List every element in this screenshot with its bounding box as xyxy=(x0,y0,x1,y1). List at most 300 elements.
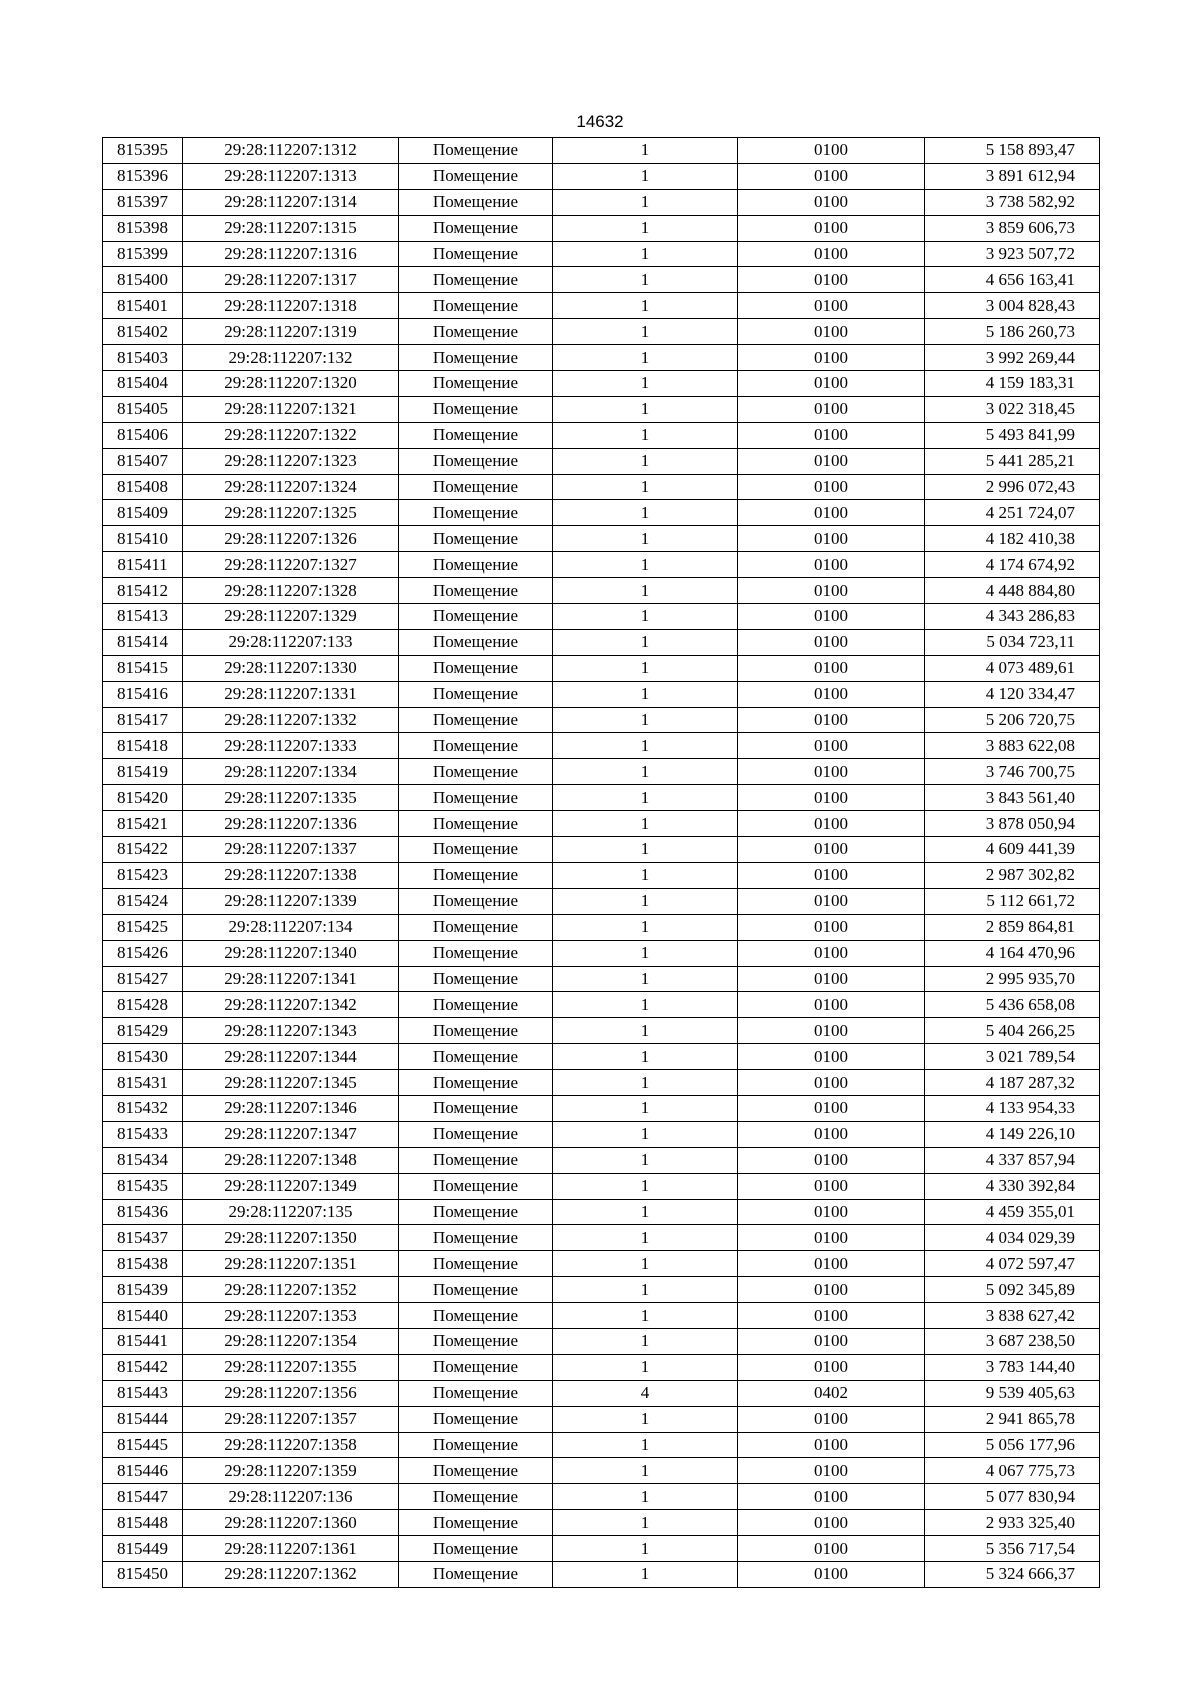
subgroup-code-cell: 0100 xyxy=(738,655,925,681)
cadastral-number-cell: 29:28:112207:1351 xyxy=(183,1251,399,1277)
cadastral-number-cell: 29:28:112207:1313 xyxy=(183,163,399,189)
cadastral-value-cell: 3 838 627,42 xyxy=(925,1303,1100,1329)
table-row xyxy=(103,371,1100,397)
cadastral-value-cell: 4 034 029,39 xyxy=(925,1225,1100,1251)
object-type-cell: Помещение xyxy=(399,422,553,448)
object-type-cell: Помещение xyxy=(399,1018,553,1044)
subgroup-code-cell: 0100 xyxy=(738,267,925,293)
cadastral-number-cell: 29:28:112207:1336 xyxy=(183,811,399,837)
subgroup-code-cell: 0100 xyxy=(738,319,925,345)
cadastral-value-cell: 3 004 828,43 xyxy=(925,293,1100,319)
record-number-cell: 815450 xyxy=(103,1561,183,1587)
table-row xyxy=(103,707,1100,733)
group-code-cell: 1 xyxy=(553,759,738,785)
cadastral-number-cell: 29:28:112207:1326 xyxy=(183,526,399,552)
cadastral-number-cell: 29:28:112207:1355 xyxy=(183,1354,399,1380)
subgroup-code-cell: 0100 xyxy=(738,1199,925,1225)
subgroup-code-cell: 0100 xyxy=(738,1354,925,1380)
record-number-cell: 815424 xyxy=(103,888,183,914)
cadastral-number-cell: 29:28:112207:1317 xyxy=(183,267,399,293)
group-code-cell: 1 xyxy=(553,422,738,448)
group-code-cell: 1 xyxy=(553,1303,738,1329)
object-type-cell: Помещение xyxy=(399,189,553,215)
object-type-cell: Помещение xyxy=(399,500,553,526)
record-number-cell: 815406 xyxy=(103,422,183,448)
subgroup-code-cell: 0100 xyxy=(738,1510,925,1536)
record-number-cell: 815442 xyxy=(103,1354,183,1380)
record-number-cell: 815416 xyxy=(103,681,183,707)
table-row xyxy=(103,681,1100,707)
object-type-cell: Помещение xyxy=(399,1277,553,1303)
cadastral-value-cell: 5 356 717,54 xyxy=(925,1536,1100,1562)
object-type-cell: Помещение xyxy=(399,1561,553,1587)
record-number-cell: 815427 xyxy=(103,966,183,992)
cadastral-number-cell: 29:28:112207:1324 xyxy=(183,474,399,500)
cadastral-value-cell: 5 436 658,08 xyxy=(925,992,1100,1018)
cadastral-number-cell: 29:28:112207:1349 xyxy=(183,1173,399,1199)
subgroup-code-cell: 0100 xyxy=(738,163,925,189)
object-type-cell: Помещение xyxy=(399,1199,553,1225)
record-number-cell: 815439 xyxy=(103,1277,183,1303)
subgroup-code-cell: 0100 xyxy=(738,422,925,448)
table-row xyxy=(103,837,1100,863)
table-row xyxy=(103,1380,1100,1406)
cadastral-value-cell: 4 164 470,96 xyxy=(925,940,1100,966)
cadastral-value-cell: 3 783 144,40 xyxy=(925,1354,1100,1380)
object-type-cell: Помещение xyxy=(399,966,553,992)
record-number-cell: 815445 xyxy=(103,1432,183,1458)
object-type-cell: Помещение xyxy=(399,707,553,733)
cadastral-number-cell: 29:28:112207:1345 xyxy=(183,1070,399,1096)
group-code-cell: 1 xyxy=(553,888,738,914)
subgroup-code-cell: 0100 xyxy=(738,1561,925,1587)
record-number-cell: 815421 xyxy=(103,811,183,837)
object-type-cell: Помещение xyxy=(399,371,553,397)
record-number-cell: 815405 xyxy=(103,396,183,422)
group-code-cell: 1 xyxy=(553,319,738,345)
table-row xyxy=(103,1147,1100,1173)
cadastral-number-cell: 29:28:112207:1323 xyxy=(183,448,399,474)
table-row xyxy=(103,396,1100,422)
table-row xyxy=(103,888,1100,914)
record-number-cell: 815397 xyxy=(103,189,183,215)
table-row xyxy=(103,940,1100,966)
table-row xyxy=(103,1251,1100,1277)
record-number-cell: 815449 xyxy=(103,1536,183,1562)
cadastral-value-cell: 2 995 935,70 xyxy=(925,966,1100,992)
object-type-cell: Помещение xyxy=(399,1121,553,1147)
subgroup-code-cell: 0100 xyxy=(738,578,925,604)
cadastral-value-cell: 4 337 857,94 xyxy=(925,1147,1100,1173)
table-row xyxy=(103,733,1100,759)
cadastral-number-cell: 29:28:112207:1318 xyxy=(183,293,399,319)
group-code-cell: 1 xyxy=(553,1121,738,1147)
record-number-cell: 815403 xyxy=(103,345,183,371)
subgroup-code-cell: 0100 xyxy=(738,526,925,552)
cadastral-value-cell: 4 149 226,10 xyxy=(925,1121,1100,1147)
table-row xyxy=(103,1458,1100,1484)
cadastral-value-cell: 5 324 666,37 xyxy=(925,1561,1100,1587)
object-type-cell: Помещение xyxy=(399,629,553,655)
record-number-cell: 815417 xyxy=(103,707,183,733)
table-row xyxy=(103,1328,1100,1354)
subgroup-code-cell: 0100 xyxy=(738,371,925,397)
group-code-cell: 1 xyxy=(553,1018,738,1044)
subgroup-code-cell: 0100 xyxy=(738,1458,925,1484)
cadastral-value-cell: 3 891 612,94 xyxy=(925,163,1100,189)
subgroup-code-cell: 0100 xyxy=(738,215,925,241)
record-number-cell: 815399 xyxy=(103,241,183,267)
object-type-cell: Помещение xyxy=(399,862,553,888)
cadastral-number-cell: 29:28:112207:1340 xyxy=(183,940,399,966)
cadastral-number-cell: 29:28:112207:1337 xyxy=(183,837,399,863)
object-type-cell: Помещение xyxy=(399,1044,553,1070)
cadastral-number-cell: 29:28:112207:1316 xyxy=(183,241,399,267)
subgroup-code-cell: 0100 xyxy=(738,500,925,526)
table-row xyxy=(103,500,1100,526)
object-type-cell: Помещение xyxy=(399,1536,553,1562)
group-code-cell: 1 xyxy=(553,966,738,992)
group-code-cell: 1 xyxy=(553,733,738,759)
cadastral-number-cell: 29:28:112207:135 xyxy=(183,1199,399,1225)
table-row xyxy=(103,241,1100,267)
record-number-cell: 815402 xyxy=(103,319,183,345)
table-row xyxy=(103,189,1100,215)
cadastral-number-cell: 29:28:112207:1338 xyxy=(183,862,399,888)
table-row xyxy=(103,1303,1100,1329)
cadastral-number-cell: 29:28:112207:1343 xyxy=(183,1018,399,1044)
object-type-cell: Помещение xyxy=(399,1147,553,1173)
group-code-cell: 1 xyxy=(553,138,738,164)
object-type-cell: Помещение xyxy=(399,1458,553,1484)
cadastral-value-cell: 5 404 266,25 xyxy=(925,1018,1100,1044)
group-code-cell: 1 xyxy=(553,629,738,655)
record-number-cell: 815423 xyxy=(103,862,183,888)
cadastral-value-cell: 4 448 884,80 xyxy=(925,578,1100,604)
cadastral-number-cell: 29:28:112207:1344 xyxy=(183,1044,399,1070)
subgroup-code-cell: 0100 xyxy=(738,1095,925,1121)
cadastral-value-cell: 2 987 302,82 xyxy=(925,862,1100,888)
subgroup-code-cell: 0100 xyxy=(738,992,925,1018)
cadastral-number-cell: 29:28:112207:1328 xyxy=(183,578,399,604)
cadastral-number-cell: 29:28:112207:1360 xyxy=(183,1510,399,1536)
cadastral-value-cell: 4 133 954,33 xyxy=(925,1095,1100,1121)
cadastral-number-cell: 29:28:112207:133 xyxy=(183,629,399,655)
table-row xyxy=(103,1484,1100,1510)
object-type-cell: Помещение xyxy=(399,811,553,837)
table-row xyxy=(103,267,1100,293)
group-code-cell: 1 xyxy=(553,293,738,319)
record-number-cell: 815435 xyxy=(103,1173,183,1199)
object-type-cell: Помещение xyxy=(399,785,553,811)
cadastral-number-cell: 29:28:112207:1325 xyxy=(183,500,399,526)
object-type-cell: Помещение xyxy=(399,604,553,630)
table-row xyxy=(103,1070,1100,1096)
record-number-cell: 815401 xyxy=(103,293,183,319)
object-type-cell: Помещение xyxy=(399,888,553,914)
object-type-cell: Помещение xyxy=(399,1225,553,1251)
cadastral-number-cell: 29:28:112207:1330 xyxy=(183,655,399,681)
subgroup-code-cell: 0100 xyxy=(738,1536,925,1562)
object-type-cell: Помещение xyxy=(399,1095,553,1121)
table-row xyxy=(103,811,1100,837)
object-type-cell: Помещение xyxy=(399,1070,553,1096)
cadastral-value-cell: 3 843 561,40 xyxy=(925,785,1100,811)
record-number-cell: 815425 xyxy=(103,914,183,940)
cadastral-number-cell: 29:28:112207:1339 xyxy=(183,888,399,914)
object-type-cell: Помещение xyxy=(399,1354,553,1380)
table-row xyxy=(103,1199,1100,1225)
cadastral-value-cell: 5 441 285,21 xyxy=(925,448,1100,474)
record-number-cell: 815426 xyxy=(103,940,183,966)
record-number-cell: 815396 xyxy=(103,163,183,189)
cadastral-value-cell: 5 034 723,11 xyxy=(925,629,1100,655)
group-code-cell: 1 xyxy=(553,552,738,578)
subgroup-code-cell: 0100 xyxy=(738,396,925,422)
subgroup-code-cell: 0100 xyxy=(738,733,925,759)
object-type-cell: Помещение xyxy=(399,1510,553,1536)
group-code-cell: 1 xyxy=(553,578,738,604)
subgroup-code-cell: 0100 xyxy=(738,1147,925,1173)
subgroup-code-cell: 0100 xyxy=(738,1303,925,1329)
cadastral-number-cell: 29:28:112207:1356 xyxy=(183,1380,399,1406)
subgroup-code-cell: 0100 xyxy=(738,966,925,992)
group-code-cell: 1 xyxy=(553,448,738,474)
subgroup-code-cell: 0100 xyxy=(738,681,925,707)
cadastral-number-cell: 29:28:112207:1315 xyxy=(183,215,399,241)
cadastral-value-cell: 3 883 622,08 xyxy=(925,733,1100,759)
object-type-cell: Помещение xyxy=(399,681,553,707)
table-row xyxy=(103,215,1100,241)
record-number-cell: 815433 xyxy=(103,1121,183,1147)
group-code-cell: 4 xyxy=(553,1380,738,1406)
table-row xyxy=(103,448,1100,474)
record-number-cell: 815407 xyxy=(103,448,183,474)
record-number-cell: 815431 xyxy=(103,1070,183,1096)
cadastral-value-cell: 2 996 072,43 xyxy=(925,474,1100,500)
record-number-cell: 815440 xyxy=(103,1303,183,1329)
record-number-cell: 815404 xyxy=(103,371,183,397)
object-type-cell: Помещение xyxy=(399,345,553,371)
cadastral-number-cell: 29:28:112207:136 xyxy=(183,1484,399,1510)
cadastral-value-cell: 5 112 661,72 xyxy=(925,888,1100,914)
cadastral-value-cell: 5 158 893,47 xyxy=(925,138,1100,164)
table-row xyxy=(103,345,1100,371)
table-row xyxy=(103,862,1100,888)
cadastral-value-cell: 4 330 392,84 xyxy=(925,1173,1100,1199)
object-type-cell: Помещение xyxy=(399,1251,553,1277)
cadastral-value-cell: 4 656 163,41 xyxy=(925,267,1100,293)
cadastral-value-cell: 4 343 286,83 xyxy=(925,604,1100,630)
cadastral-value-cell: 5 186 260,73 xyxy=(925,319,1100,345)
cadastral-number-cell: 29:28:112207:1321 xyxy=(183,396,399,422)
cadastral-number-cell: 29:28:112207:1358 xyxy=(183,1432,399,1458)
cadastral-value-cell: 4 182 410,38 xyxy=(925,526,1100,552)
subgroup-code-cell: 0402 xyxy=(738,1380,925,1406)
subgroup-code-cell: 0100 xyxy=(738,914,925,940)
subgroup-code-cell: 0100 xyxy=(738,604,925,630)
subgroup-code-cell: 0100 xyxy=(738,293,925,319)
table-row xyxy=(103,759,1100,785)
table-row xyxy=(103,1277,1100,1303)
object-type-cell: Помещение xyxy=(399,655,553,681)
table-row xyxy=(103,1018,1100,1044)
table-row xyxy=(103,1173,1100,1199)
record-number-cell: 815430 xyxy=(103,1044,183,1070)
cadastral-number-cell: 29:28:112207:1341 xyxy=(183,966,399,992)
cadastral-value-cell: 4 251 724,07 xyxy=(925,500,1100,526)
table-row xyxy=(103,1354,1100,1380)
group-code-cell: 1 xyxy=(553,1147,738,1173)
subgroup-code-cell: 0100 xyxy=(738,1484,925,1510)
cadastral-value-cell: 4 072 597,47 xyxy=(925,1251,1100,1277)
subgroup-code-cell: 0100 xyxy=(738,1070,925,1096)
table-row xyxy=(103,319,1100,345)
group-code-cell: 1 xyxy=(553,1095,738,1121)
group-code-cell: 1 xyxy=(553,267,738,293)
object-type-cell: Помещение xyxy=(399,1328,553,1354)
object-type-cell: Помещение xyxy=(399,138,553,164)
group-code-cell: 1 xyxy=(553,992,738,1018)
table-row xyxy=(103,914,1100,940)
object-type-cell: Помещение xyxy=(399,1173,553,1199)
subgroup-code-cell: 0100 xyxy=(738,474,925,500)
cadastral-value-cell: 3 746 700,75 xyxy=(925,759,1100,785)
object-type-cell: Помещение xyxy=(399,396,553,422)
cadastral-number-cell: 29:28:112207:1362 xyxy=(183,1561,399,1587)
subgroup-code-cell: 0100 xyxy=(738,1018,925,1044)
subgroup-code-cell: 0100 xyxy=(738,1173,925,1199)
record-number-cell: 815428 xyxy=(103,992,183,1018)
cadastral-value-cell: 5 092 345,89 xyxy=(925,1277,1100,1303)
table-row xyxy=(103,526,1100,552)
cadastral-number-cell: 29:28:112207:1353 xyxy=(183,1303,399,1329)
subgroup-code-cell: 0100 xyxy=(738,1406,925,1432)
record-number-cell: 815443 xyxy=(103,1380,183,1406)
table-row xyxy=(103,629,1100,655)
object-type-cell: Помещение xyxy=(399,837,553,863)
group-code-cell: 1 xyxy=(553,914,738,940)
cadastral-number-cell: 29:28:112207:1322 xyxy=(183,422,399,448)
group-code-cell: 1 xyxy=(553,163,738,189)
record-number-cell: 815447 xyxy=(103,1484,183,1510)
record-number-cell: 815412 xyxy=(103,578,183,604)
object-type-cell: Помещение xyxy=(399,940,553,966)
cadastral-value-cell: 4 459 355,01 xyxy=(925,1199,1100,1225)
table-row xyxy=(103,966,1100,992)
cadastral-value-cell: 2 859 864,81 xyxy=(925,914,1100,940)
group-code-cell: 1 xyxy=(553,371,738,397)
group-code-cell: 1 xyxy=(553,1044,738,1070)
subgroup-code-cell: 0100 xyxy=(738,1251,925,1277)
cadastral-number-cell: 29:28:112207:1357 xyxy=(183,1406,399,1432)
cadastral-number-cell: 29:28:112207:1312 xyxy=(183,138,399,164)
group-code-cell: 1 xyxy=(553,1070,738,1096)
group-code-cell: 1 xyxy=(553,940,738,966)
object-type-cell: Помещение xyxy=(399,215,553,241)
table-row xyxy=(103,1561,1100,1587)
group-code-cell: 1 xyxy=(553,681,738,707)
cadastral-value-cell: 3 923 507,72 xyxy=(925,241,1100,267)
group-code-cell: 1 xyxy=(553,1536,738,1562)
object-type-cell: Помещение xyxy=(399,448,553,474)
table-row xyxy=(103,655,1100,681)
subgroup-code-cell: 0100 xyxy=(738,241,925,267)
object-type-cell: Помещение xyxy=(399,241,553,267)
subgroup-code-cell: 0100 xyxy=(738,1044,925,1070)
table-row xyxy=(103,138,1100,164)
record-number-cell: 815434 xyxy=(103,1147,183,1173)
record-number-cell: 815414 xyxy=(103,629,183,655)
record-number-cell: 815448 xyxy=(103,1510,183,1536)
subgroup-code-cell: 0100 xyxy=(738,759,925,785)
group-code-cell: 1 xyxy=(553,811,738,837)
cadastral-number-cell: 29:28:112207:1361 xyxy=(183,1536,399,1562)
group-code-cell: 1 xyxy=(553,1484,738,1510)
cadastral-value-cell: 3 022 318,45 xyxy=(925,396,1100,422)
table-row xyxy=(103,1225,1100,1251)
cadastral-value-cell: 4 187 287,32 xyxy=(925,1070,1100,1096)
table-row xyxy=(103,785,1100,811)
cadastral-value-cell: 2 941 865,78 xyxy=(925,1406,1100,1432)
cadastral-number-cell: 29:28:112207:1332 xyxy=(183,707,399,733)
group-code-cell: 1 xyxy=(553,785,738,811)
table-row xyxy=(103,992,1100,1018)
group-code-cell: 1 xyxy=(553,1432,738,1458)
subgroup-code-cell: 0100 xyxy=(738,629,925,655)
record-number-cell: 815400 xyxy=(103,267,183,293)
cadastral-number-cell: 29:28:112207:132 xyxy=(183,345,399,371)
object-type-cell: Помещение xyxy=(399,992,553,1018)
record-number-cell: 815438 xyxy=(103,1251,183,1277)
cadastral-value-cell: 5 206 720,75 xyxy=(925,707,1100,733)
cadastral-value-cell: 5 056 177,96 xyxy=(925,1432,1100,1458)
subgroup-code-cell: 0100 xyxy=(738,888,925,914)
subgroup-code-cell: 0100 xyxy=(738,552,925,578)
cadastral-number-cell: 29:28:112207:1348 xyxy=(183,1147,399,1173)
subgroup-code-cell: 0100 xyxy=(738,862,925,888)
table-row xyxy=(103,163,1100,189)
record-number-cell: 815437 xyxy=(103,1225,183,1251)
record-number-cell: 815429 xyxy=(103,1018,183,1044)
subgroup-code-cell: 0100 xyxy=(738,1225,925,1251)
record-number-cell: 815441 xyxy=(103,1328,183,1354)
group-code-cell: 1 xyxy=(553,189,738,215)
record-number-cell: 815446 xyxy=(103,1458,183,1484)
cadastral-value-cell: 4 120 334,47 xyxy=(925,681,1100,707)
group-code-cell: 1 xyxy=(553,1354,738,1380)
table-row xyxy=(103,1510,1100,1536)
cadastral-number-cell: 29:28:112207:1350 xyxy=(183,1225,399,1251)
cadastral-value-cell: 3 859 606,73 xyxy=(925,215,1100,241)
group-code-cell: 1 xyxy=(553,1199,738,1225)
cadastral-number-cell: 29:28:112207:1331 xyxy=(183,681,399,707)
group-code-cell: 1 xyxy=(553,1561,738,1587)
cadastral-number-cell: 29:28:112207:1347 xyxy=(183,1121,399,1147)
group-code-cell: 1 xyxy=(553,345,738,371)
group-code-cell: 1 xyxy=(553,837,738,863)
record-number-cell: 815413 xyxy=(103,604,183,630)
group-code-cell: 1 xyxy=(553,862,738,888)
group-code-cell: 1 xyxy=(553,655,738,681)
cadastral-number-cell: 29:28:112207:1333 xyxy=(183,733,399,759)
object-type-cell: Помещение xyxy=(399,293,553,319)
group-code-cell: 1 xyxy=(553,526,738,552)
cadastral-number-cell: 29:28:112207:1329 xyxy=(183,604,399,630)
cadastral-value-cell: 3 738 582,92 xyxy=(925,189,1100,215)
cadastral-value-cell: 5 493 841,99 xyxy=(925,422,1100,448)
cadastral-number-cell: 29:28:112207:134 xyxy=(183,914,399,940)
